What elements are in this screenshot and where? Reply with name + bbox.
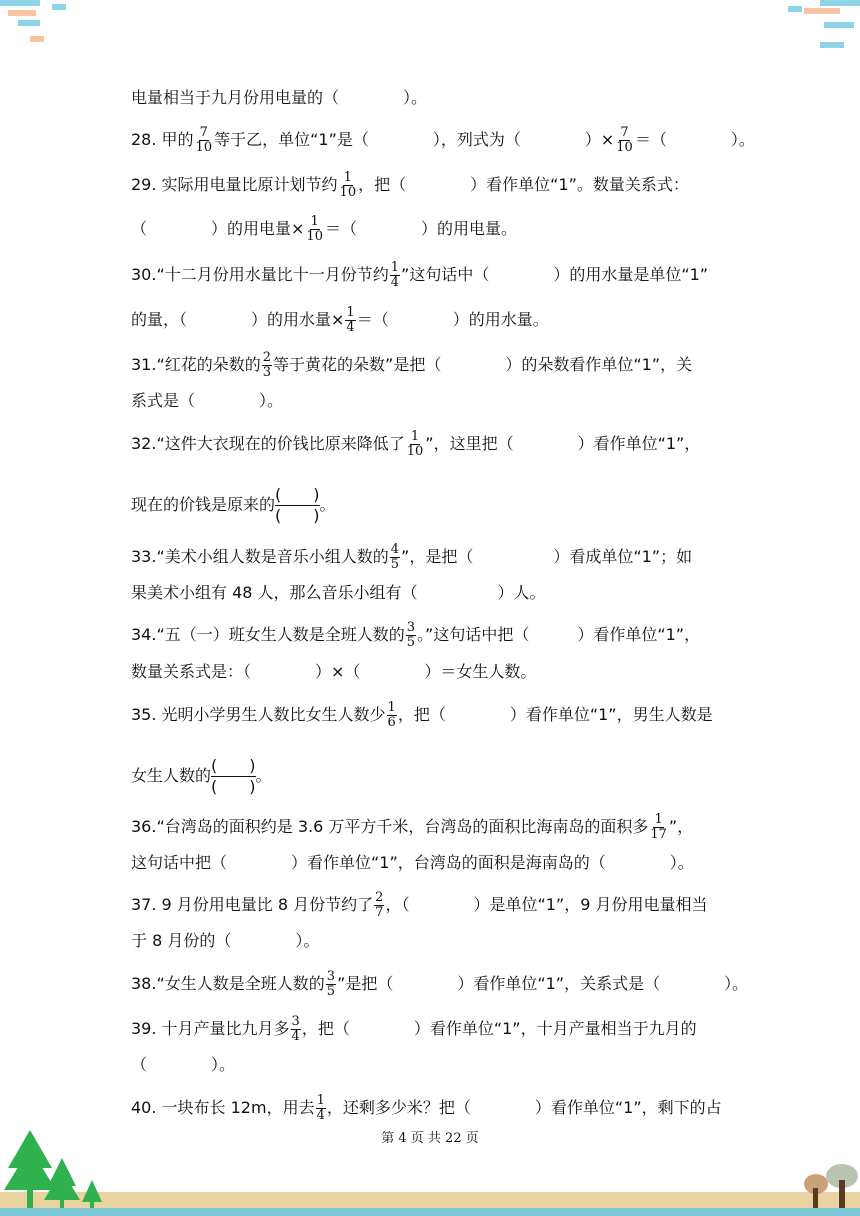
question-37-cont	[131, 930, 750, 952]
fraction	[326, 970, 336, 999]
question-38	[131, 970, 750, 999]
fraction-numerator: 3	[406, 620, 416, 635]
fraction	[406, 621, 416, 650]
fraction-denominator: 3	[262, 365, 272, 380]
fraction	[390, 261, 400, 290]
fraction-numerator: 2	[375, 890, 384, 905]
fraction-denominator: 5	[406, 635, 416, 650]
question-text: ”这句话中（ ）的用水量是单位“1”	[401, 265, 709, 284]
fraction	[291, 1015, 301, 1044]
fraction	[390, 543, 400, 572]
question-28	[131, 125, 755, 155]
answer-fraction-blank[interactable]	[275, 485, 320, 526]
question-30	[131, 261, 750, 290]
question-text: 果美术小组有 48 人，那么音乐小组有（ ）人。	[131, 583, 546, 602]
question-text: ，把（ ）看作单位“1”，十月产量相当于九月的	[301, 1019, 697, 1038]
question-text: 等于黄花的朵数”是把（ ）的朵数看作单位“1”，关	[273, 355, 693, 374]
fraction-numerator: 1	[343, 170, 352, 185]
question-text: 等于乙，单位“1”是（ ），列式为（ ）×	[214, 130, 615, 149]
question-text: 电量相当于九月份用电量的（ ）。	[131, 88, 428, 107]
fraction-numerator: 1	[654, 812, 663, 827]
fraction	[262, 351, 272, 380]
question-text: ＝（ ）的用电量。	[324, 219, 517, 238]
question-text: （ ）的用电量×	[131, 219, 305, 238]
question-text: 32.“这件大衣现在的价钱比原来降低了	[131, 434, 405, 453]
fraction-denominator: 10	[306, 229, 323, 244]
fraction-denominator: 5	[326, 984, 336, 999]
question-text: ”是把（ ）看作单位“1”，关系式是（ ）。	[337, 974, 749, 993]
question-text: 37. 9 月份用电量比 8 月份节约了	[131, 895, 374, 914]
fraction-numerator: 1	[346, 305, 355, 320]
question-text: ，（ ）是单位“1”，9 月份用电量相当	[385, 895, 708, 914]
question-text: 39. 十月产量比九月多	[131, 1019, 290, 1038]
fraction	[387, 701, 397, 730]
fraction-denominator: 6	[387, 715, 396, 730]
fraction-numerator: 7	[199, 125, 208, 140]
question-text: 于 8 月份的（ ）。	[131, 931, 320, 950]
question-36	[131, 813, 750, 842]
fraction	[195, 126, 214, 155]
fraction-denominator: 4	[346, 320, 355, 335]
question-36-cont	[131, 852, 750, 874]
fraction-numerator: 1	[390, 260, 400, 275]
question-text: 31.“红花的朵数的	[131, 355, 261, 374]
question-text: ”，这里把（ ）看作单位“1”，	[425, 434, 701, 453]
question-text: 33.“美术小组人数是音乐小组人数的	[131, 547, 389, 566]
fraction-denominator: 7	[375, 905, 384, 920]
question-29	[131, 171, 750, 200]
question-text: 。	[255, 766, 272, 785]
question-37	[131, 891, 750, 920]
question-text: 36.“台湾岛的面积约是 3.6 万平方千米，台湾岛的面积比海南岛的面积多	[131, 817, 649, 836]
question-text: （ ）。	[131, 1055, 236, 1074]
fraction	[649, 813, 668, 842]
question-text: 29. 实际用电量比原计划节约	[131, 175, 338, 194]
page-footer: 第 4 页 共 22 页	[381, 1131, 479, 1146]
question-text: 38.“女生人数是全班人数的	[131, 974, 325, 993]
question-text: ＝（ ）。	[634, 130, 755, 149]
fraction-numerator: 1	[387, 700, 396, 715]
question-text: ，还剩多少米？把（ ）看作单位“1”，剩下的占	[326, 1098, 722, 1117]
fraction-denominator: 10	[406, 444, 424, 459]
question-text: ”，是把（ ）看成单位“1”；如	[401, 547, 693, 566]
question-40	[131, 1094, 750, 1123]
question-text: ，把（ ）看作单位“1”。数量关系式：	[358, 175, 689, 194]
answer-fraction-blank[interactable]	[211, 756, 256, 797]
question-33-cont	[131, 582, 750, 604]
question-33	[131, 543, 750, 572]
fraction-denominator: 17	[650, 827, 667, 842]
fraction	[406, 430, 425, 459]
fraction	[374, 891, 384, 920]
fraction-numerator: 7	[620, 125, 629, 140]
question-text: 34.“五（一）班女生人数是全班人数的	[131, 625, 405, 644]
question-text: ＝（ ）的用水量。	[356, 310, 549, 329]
fraction	[305, 215, 324, 244]
fraction-denominator: 4	[390, 275, 400, 290]
question-31	[131, 351, 750, 380]
fraction	[316, 1094, 326, 1123]
question-text: 的量，（ ）的用水量×	[131, 310, 345, 329]
fraction-denominator: 5	[390, 557, 400, 572]
question-text: 这句话中把（ ）看作单位“1”，台湾岛的面积是海南岛的（ ）。	[131, 853, 694, 872]
question-30-cont	[131, 306, 750, 335]
fraction-numerator: 1	[316, 1093, 325, 1108]
fraction-denominator: 10	[616, 140, 633, 155]
question-35-cont	[131, 756, 750, 797]
question-31-cont	[131, 390, 750, 412]
fraction-denominator: ( )	[211, 777, 256, 796]
question-text: 。	[319, 495, 336, 514]
fraction-numerator: 1	[410, 429, 420, 444]
question-32	[131, 430, 750, 459]
fraction-denominator: 10	[195, 140, 213, 155]
fraction-denominator: 10	[339, 185, 357, 200]
question-text: 。”这句话中把（ ）看作单位“1”，	[417, 625, 701, 644]
question-text: 40. 一块布长 12m，用去	[131, 1098, 315, 1117]
fraction-numerator: 1	[310, 214, 319, 229]
question-text: ”，	[668, 817, 694, 836]
fraction-numerator: 3	[326, 969, 336, 984]
question-text: 30.“十二月份用水量比十一月份节约	[131, 265, 389, 284]
fraction	[615, 126, 634, 155]
question-39-cont	[131, 1054, 750, 1076]
question-39	[131, 1015, 750, 1044]
fraction-numerator: 2	[262, 350, 272, 365]
fraction-numerator: ( )	[275, 485, 320, 504]
fraction-denominator: 4	[291, 1029, 300, 1044]
line-continuation	[131, 87, 750, 109]
question-35	[131, 701, 750, 730]
question-text: 女生人数的	[131, 766, 212, 785]
question-32-cont	[131, 485, 750, 526]
question-text: 数量关系式是：（ ）×（ ）＝女生人数。	[131, 662, 537, 681]
question-text: 28. 甲的	[131, 130, 194, 149]
question-text: ，把（ ）看作单位“1”，男生人数是	[397, 705, 713, 724]
question-text: 现在的价钱是原来的	[131, 495, 276, 514]
fraction-numerator: 4	[390, 542, 400, 557]
fraction-denominator: ( )	[275, 506, 320, 525]
fraction-numerator: 3	[291, 1014, 300, 1029]
question-text: 35. 光明小学男生人数比女生人数少	[131, 705, 386, 724]
fraction	[339, 171, 358, 200]
question-text: 系式是（ ）。	[131, 391, 284, 410]
question-29-cont	[131, 215, 750, 244]
fraction-numerator: ( )	[211, 756, 256, 775]
question-34	[131, 621, 750, 650]
fraction	[345, 306, 355, 335]
fraction-denominator: 4	[316, 1108, 325, 1123]
question-34-cont	[131, 661, 750, 683]
